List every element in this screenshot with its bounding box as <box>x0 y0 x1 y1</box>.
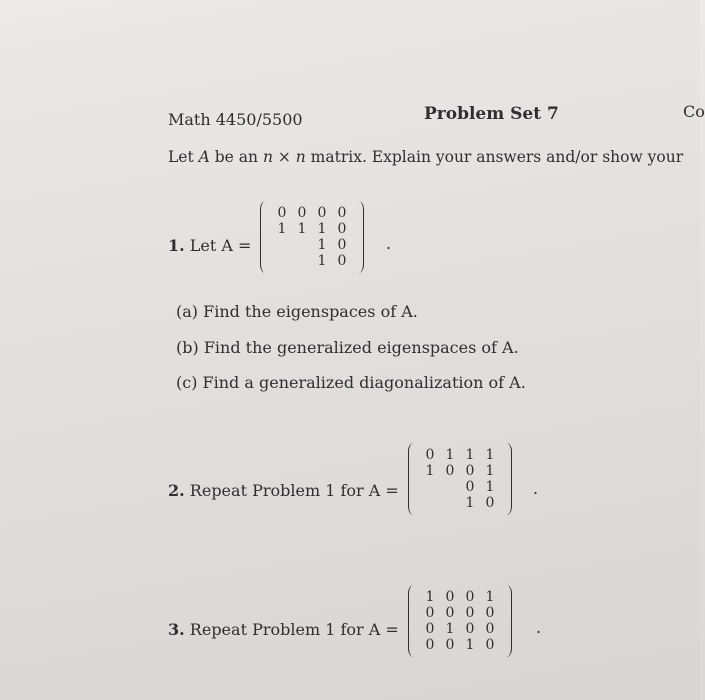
matrix-entry: 1 <box>445 621 455 637</box>
problem-1-statement <box>168 236 251 255</box>
matrix-entry: 0 <box>425 447 435 463</box>
right-paren <box>501 443 512 515</box>
matrix-entry: 0 <box>485 605 495 621</box>
course-number: Math 4450/5500 <box>168 110 303 129</box>
problem-3-period: . <box>536 618 542 637</box>
left-paren <box>408 585 419 657</box>
matrix-row <box>420 621 500 637</box>
matrix-entry: 1 <box>425 589 435 605</box>
matrix-row <box>420 495 500 511</box>
matrix-entry: 0 <box>465 479 475 495</box>
matrix-entry: 1 <box>425 463 435 479</box>
problem-2-period: . <box>533 479 539 498</box>
matrix-entry <box>272 237 292 253</box>
problem-1-part-c: (c) Find a generalized diagonalization of A. <box>176 373 526 392</box>
problem-1-part-a: (a) Find the eigenspaces of A. <box>176 302 418 321</box>
matrix-row <box>420 479 500 495</box>
matrix-entry: 0 <box>445 463 455 479</box>
matrix-entry <box>292 237 312 253</box>
problem-1-matrix <box>272 205 352 269</box>
matrix-entry: 0 <box>337 253 347 269</box>
matrix-entry: 1 <box>445 447 455 463</box>
problem-1-period: . <box>386 234 392 253</box>
problem-3-statement <box>168 620 399 639</box>
page-title: Problem Set 7 <box>424 104 559 124</box>
matrix-entry: 1 <box>297 221 307 237</box>
problem-2-number: 2. <box>168 481 185 500</box>
matrix-entry: 0 <box>317 205 327 221</box>
matrix-entry: 0 <box>425 637 435 653</box>
problem-2-matrix <box>420 447 500 511</box>
matrix-row <box>420 637 500 653</box>
matrix-entry: 1 <box>317 253 327 269</box>
left-paren <box>408 443 419 515</box>
matrix-entry <box>440 495 460 511</box>
matrix-entry: 0 <box>297 205 307 221</box>
matrix-row <box>420 605 500 621</box>
matrix-row <box>420 589 500 605</box>
matrix-row <box>272 237 352 253</box>
matrix-row <box>420 463 500 479</box>
matrix-row <box>420 447 500 463</box>
matrix-entry <box>440 479 460 495</box>
matrix-entry: 0 <box>445 589 455 605</box>
matrix-entry: 0 <box>485 495 495 511</box>
matrix-entry <box>420 479 440 495</box>
header-cutoff-text: Co <box>683 102 705 121</box>
problem-1-number: 1. <box>168 236 185 255</box>
problem-1-label: Let A = <box>189 236 252 255</box>
problem-1-part-b: (b) Find the generalized eigenspaces of A. <box>176 338 519 357</box>
matrix-entry: 1 <box>485 463 495 479</box>
matrix-entry: 1 <box>465 495 475 511</box>
matrix-entry: 0 <box>445 605 455 621</box>
matrix-entry: 0 <box>465 621 475 637</box>
matrix-entry: 1 <box>485 479 495 495</box>
matrix-entry: 0 <box>425 621 435 637</box>
matrix-row <box>272 221 352 237</box>
problem-3-matrix <box>420 589 500 653</box>
matrix-entry: 0 <box>465 463 475 479</box>
matrix-entry: 0 <box>337 237 347 253</box>
matrix-entry: 0 <box>277 205 287 221</box>
problem-2-statement <box>168 481 399 500</box>
matrix-entry <box>420 495 440 511</box>
matrix-entry: 1 <box>317 221 327 237</box>
left-paren <box>260 201 271 273</box>
right-paren <box>501 585 512 657</box>
matrix-entry <box>272 253 292 269</box>
right-paren <box>353 201 364 273</box>
matrix-entry: 0 <box>337 221 347 237</box>
matrix-entry: 1 <box>465 637 475 653</box>
matrix-entry: 0 <box>485 637 495 653</box>
matrix-row <box>272 253 352 269</box>
matrix-entry: 0 <box>445 637 455 653</box>
matrix-entry: 0 <box>485 621 495 637</box>
matrix-entry <box>292 253 312 269</box>
problem-3-number: 3. <box>168 620 185 639</box>
matrix-entry: 1 <box>465 447 475 463</box>
matrix-entry: 0 <box>465 589 475 605</box>
matrix-entry: 1 <box>317 237 327 253</box>
matrix-entry: 1 <box>277 221 287 237</box>
matrix-entry: 1 <box>485 447 495 463</box>
problem-3-label: Repeat Problem 1 for A = <box>189 620 399 639</box>
matrix-row <box>272 205 352 221</box>
matrix-entry: 0 <box>425 605 435 621</box>
matrix-entry: 1 <box>485 589 495 605</box>
problem-2-label: Repeat Problem 1 for A = <box>189 481 399 500</box>
matrix-entry: 0 <box>337 205 347 221</box>
matrix-entry: 0 <box>465 605 475 621</box>
instructions-text: Let A be an n × n matrix. Explain your answers and/or show your <box>168 148 684 166</box>
